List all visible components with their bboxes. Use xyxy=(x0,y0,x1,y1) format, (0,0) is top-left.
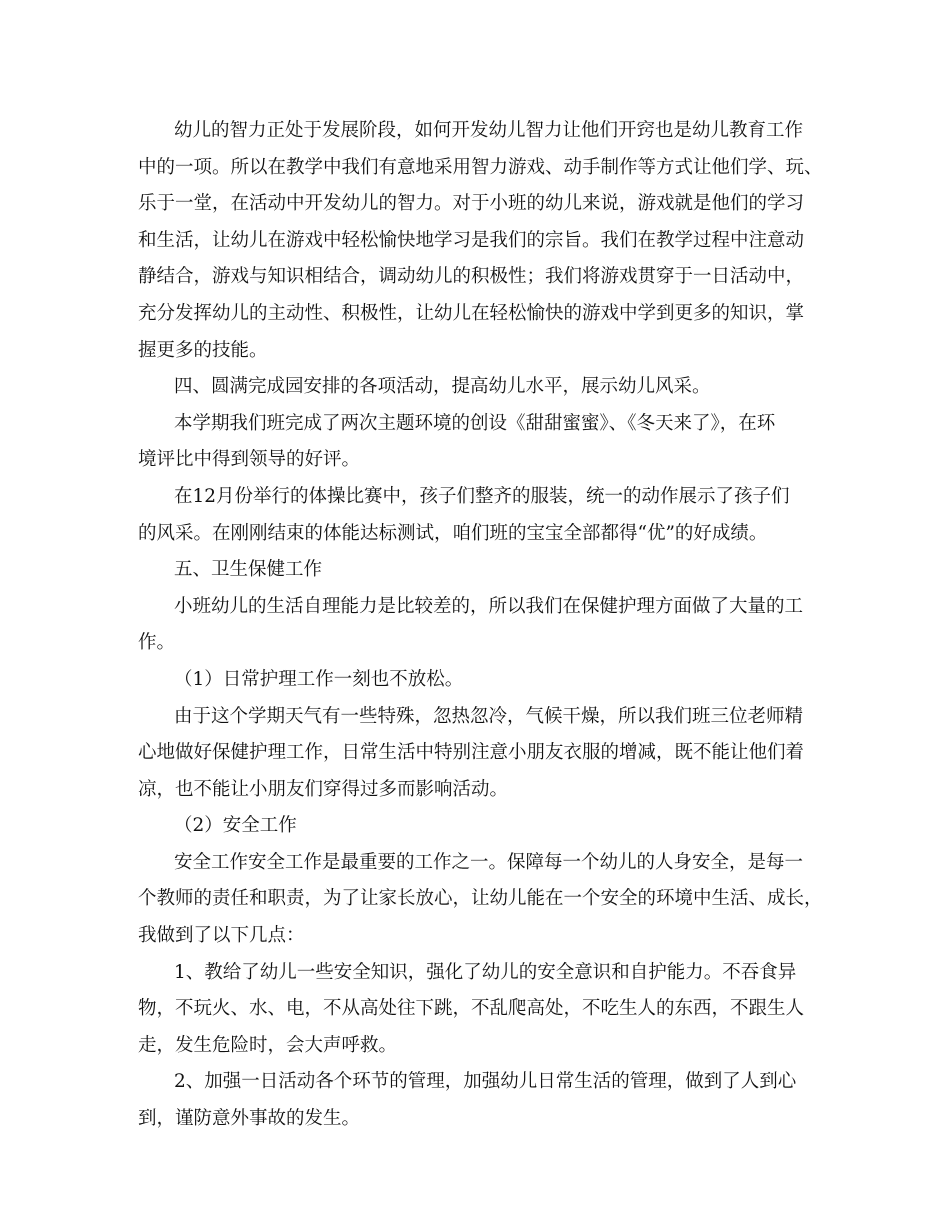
subsection-heading: （2）安全工作 xyxy=(174,815,297,837)
text-line: 握更多的技能。 xyxy=(138,339,268,361)
text-line: 由于这个学期天气有一些特殊，忽热忽冷，气候干燥，所以我们班三位老师精 xyxy=(174,705,804,727)
text-line: 中的一项。所以在教学中我们有意地采用智力游戏、动手制作等方式让他们学、玩、 xyxy=(138,156,823,178)
text-line: 和生活，让幼儿在游戏中轻松愉快地学习是我们的宗旨。我们在教学过程中注意动 xyxy=(138,229,805,251)
text-line: 小班幼儿的生活自理能力是比较差的，所以我们在保健护理方面做了大量的工 xyxy=(174,595,804,617)
text-line: 幼儿的智力正处于发展阶段，如何开发幼儿智力让他们开窍也是幼儿教育工作 xyxy=(174,120,804,141)
text-line: 我做到了以下几点： xyxy=(138,925,305,947)
text-line: 境评比中得到领导的好评。 xyxy=(138,449,361,471)
text-line: 静结合，游戏与知识相结合，调动幼儿的积极性；我们将游戏贯穿于一日活动中， xyxy=(138,266,805,288)
text-line: 的风采。在刚刚结束的体能达标测试，咱们班的宝宝全部都得“优”的好成绩。 xyxy=(138,522,768,544)
document-body xyxy=(138,113,823,1138)
text-line: 作。 xyxy=(138,632,176,654)
text-line: 安全工作安全工作是最重要的工作之一。保障每一个幼儿的人身安全，是每一 xyxy=(174,851,804,873)
text-line: 在12月份举行的体操比赛中，孩子们整齐的服装，统一的动作展示了孩子们 xyxy=(174,485,790,507)
text-line: 个教师的责任和职责，为了让家长放心，让幼儿能在一个安全的环境中生活、成长， xyxy=(138,888,823,910)
list-item-text: 2、加强一日活动各个环节的管理，加强幼儿日常生活的管理，做到了人到心 xyxy=(174,1071,797,1093)
text-line: 凉，也不能让小朋友们穿得过多而影响活动。 xyxy=(138,778,509,800)
section-heading: 四、圆满完成园安排的各项活动，提高幼儿水平，展示幼儿风采。 xyxy=(174,376,711,398)
text-line: 物，不玩火、水、电，不从高处往下跳，不乱爬高处，不吃生人的东西，不跟生人 xyxy=(138,998,805,1020)
text-line: 心地做好保健护理工作，日常生活中特别注意小朋友衣服的增减，既不能让他们着 xyxy=(138,742,805,764)
list-item-text: 1、教给了幼儿一些安全知识，强化了幼儿的安全意识和自护能力。不吞食异 xyxy=(174,961,797,983)
text-line: 到，谨防意外事故的发生。 xyxy=(138,1108,361,1130)
section-heading: 五、卫生保健工作 xyxy=(174,559,323,581)
subsection-heading: （1）日常护理工作一刻也不放松。 xyxy=(174,668,464,690)
text-line: 乐于一堂，在活动中开发幼儿的智力。对于小班的幼儿来说，游戏就是他们的学习 xyxy=(138,193,805,215)
text-line: 充分发挥幼儿的主动性、积极性，让幼儿在轻松愉快的游戏中学到更多的知识，掌 xyxy=(138,302,805,324)
text-line: 走，发生危险时，会大声呼救。 xyxy=(138,1034,398,1056)
text-line: 本学期我们班完成了两次主题环境的创设《甜甜蜜蜜》、《冬天来了》，在环 xyxy=(174,412,776,434)
